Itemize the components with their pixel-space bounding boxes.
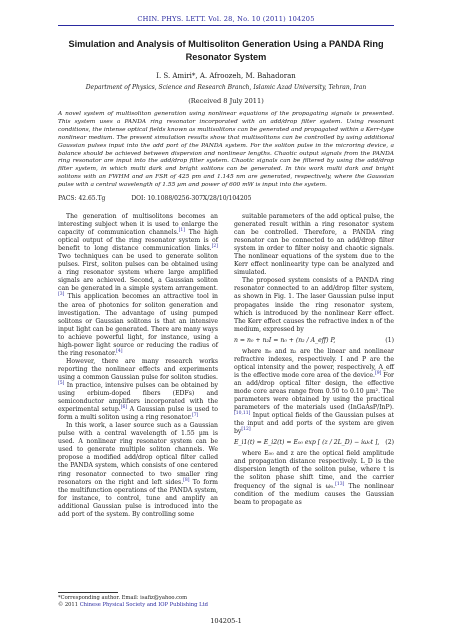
left-column	[58, 213, 218, 519]
text: suitable parameters of the add optical pulse, the generated result within a ring resonator system can be controlled. Therefore, a PANDA ring resonator can be connected to an add/drop filter system in order to filter noisy and chaotic signals. The nonlinear equations of the system due to the Kerr effect nonlinearity type can be analyzed and simulated.	[234, 213, 394, 277]
citation-link[interactable]: [3]	[58, 292, 65, 298]
text: In practice, intensive pulses can be obtained by using erbium-doped fibers (EDFs) and semiconductor amplifiers incorporated with the experimental setup.	[58, 381, 218, 414]
text: A Gaussian pulse is used to form a multi soliton using a ring resonator.	[58, 406, 218, 422]
citation-link[interactable]: [5]	[58, 380, 65, 386]
text: The high optical output of the ring resonator system is of benefit to long distance communication links.	[58, 229, 218, 253]
paragraph-body-3	[234, 348, 394, 437]
authors: I. S. Amiri*, A. Afroozeh, M. Bahadoran	[156, 72, 296, 80]
paragraph-body-4	[234, 450, 394, 506]
text: To form the multifunction operations of the PANDA system, for instance, to control, tune and amplify an additional Gaussian pulse is introduced into the add port of the system. By controlling some	[58, 478, 218, 518]
paper-title: Simulation and Analysis of Multisoliton Generation Using a PANDA Ring Resonator System	[68, 39, 384, 62]
doi-link[interactable]: DOI: 10.1088/0256-307X/28/10/104205	[131, 195, 252, 202]
equation-number: (2)	[385, 439, 394, 447]
citation-link[interactable]: [2]	[211, 244, 218, 250]
paragraph-intro-3	[58, 422, 218, 519]
text: However, there are many research works reporting the nonlinear effects and experiments using a common Gaussian pulse for soliton studies.	[58, 357, 218, 381]
citation-link[interactable]: [9]	[375, 370, 382, 376]
paragraph-intro-1	[58, 213, 218, 358]
paragraph-body-2	[234, 277, 394, 333]
received-date: (Received 8 July 2011)	[188, 97, 264, 105]
footnotes	[58, 595, 258, 609]
right-column	[234, 213, 394, 507]
text: Input optical fields of the Gaussian pulses at the input and add ports of the system are given by	[234, 412, 394, 436]
citation-link[interactable]: [6]	[120, 405, 128, 411]
affiliation: Department of Physics, Science and Research Branch, Islamic Azad University, Tehran, Iran	[85, 84, 367, 91]
paragraph-body-1	[234, 213, 394, 277]
citation-link[interactable]: [10,11]	[234, 411, 251, 417]
paragraph-intro-2	[58, 358, 218, 422]
text: This application becomes an attractive tool in the area of photonics for soliton generation and investigation. The advantage of using pumped solitons or Gaussian solitons is that an intensive input light can be generated. There are many ways to achieve powerful light, for instance, using a high-power light source or reducing the radius of the ring resonator.	[58, 293, 218, 357]
abstract: A novel system of multisoliton generation using nonlinear equations of the propagating signals is presented. This system uses a PANDA ring resonator incorporated with an add/drop filter system. Using resonant conditions, the intense optical fields known as multisolitons can be generated and propagated within a Kerr-type nonlinear medium. The present simulation results show that multisolitons can be controlled by using additional Gaussian pulses input into the add port of the PANDA system. For the soliton pulse in the microring device, a balance should be achieved between dispersion and nonlinear lengths. Chaotic output signals from the PANDA ring resonator are input into the add/drop filter system. Chaotic signals can be filtered by using the add/drop filter system, in which multi dark and bright solitons can be generated. In this work multi dark and bright solitons with an FWHM and an FSR of 425 pm and 1.145 nm are generated, respectively, where the Gaussian pulse with a central wavelength of 1.55 µm and power of 600 mW is input into the system.	[58, 111, 394, 189]
equation-2	[234, 439, 394, 447]
citation-link[interactable]: [8]	[183, 477, 190, 483]
text: where n₀ and n₂ are the linear and nonlinear refractive indexes, respectively. I and P are the optical intensity and the power, respectively, A_eff is the effective mode core area of the device.	[234, 347, 394, 379]
text: Two techniques can be used to generate soliton pulses. First, soliton pulses can be obtained using a ring resonator system where large amplified signals are achieved. Second, a Gaussian soliton can be generated in a simple system arrangement.	[58, 253, 218, 293]
citation-link[interactable]: [13]	[335, 481, 345, 487]
citation-link[interactable]: [4]	[116, 348, 123, 354]
page-number: 104205-1	[210, 617, 242, 625]
pacs-doi-line	[58, 195, 394, 202]
citation-link[interactable]: [1]	[178, 228, 186, 234]
publisher-link[interactable]: Chinese Physical Society and IOP Publishing Ltd	[79, 602, 208, 608]
equation-number: (1)	[385, 336, 394, 344]
text: The nonlinear condition of the medium causes the Gaussian beam to propagate as	[234, 482, 394, 506]
copyright-note	[58, 602, 258, 609]
equation-1	[234, 337, 394, 345]
header-rule	[58, 25, 394, 26]
equation-body: E_i1(t) = E_i2(t) = E₀₀ exp [ (z / 2L_D) − iω₀t ],	[234, 439, 380, 447]
citation-link[interactable]: [12]	[241, 427, 251, 433]
text: where E₀₀ and z are the optical field amplitude and propagation distance respectively. L_D is the dispersion length of the soliton pulse, where t is the soliton phase shift time, and the carrier frequency of the signal is ω₀.	[234, 450, 394, 490]
text: The proposed system consists of a PANDA ring resonator connected to an add/drop filter system, as shown in Fig. 1. The laser Gaussian pulse input propagates inside the ring resonator system, which is introduced by the nonlinear Kerr effect. The Kerr effect causes the refractive index n of the medium, expressed by	[234, 277, 394, 333]
text: © 2011	[58, 602, 80, 608]
corresponding-author-note: *Corresponding author. Email: isafiz@yahoo.com	[58, 595, 188, 601]
running-head: CHIN. PHYS. LETT. Vol. 28, No. 10 (2011) 104205	[137, 15, 315, 23]
pacs-code: PACS: 42.65.Tg	[58, 195, 106, 202]
text: In this work, a laser source such as a Gaussian pulse with a central wavelength of 1.55 µm is used. A nonlinear ring resonator system can be used to generate multiple soliton channels. We propose a modified add/drop optical filter called the PANDA system, which consists of one centered ring resonator connected to two smaller ring resonators on the right and left sides.	[58, 422, 218, 486]
equation-body: n = n₀ + n₂I = n₀ + (n₂ / A_eff) P,	[234, 336, 336, 344]
footnote-rule	[58, 592, 118, 593]
text: For an add/drop optical filter design, the effective mode core areas range from 0.50 to 0.10 µm². The parameters were obtained by using the practical parameters of the materials used (InGaAsP/InP).	[234, 371, 394, 412]
citation-link[interactable]: [7]	[191, 413, 199, 419]
text: The generation of multisolitons becomes an interesting subject when it is used to enlarge the capacity of communication channels.	[58, 213, 218, 237]
